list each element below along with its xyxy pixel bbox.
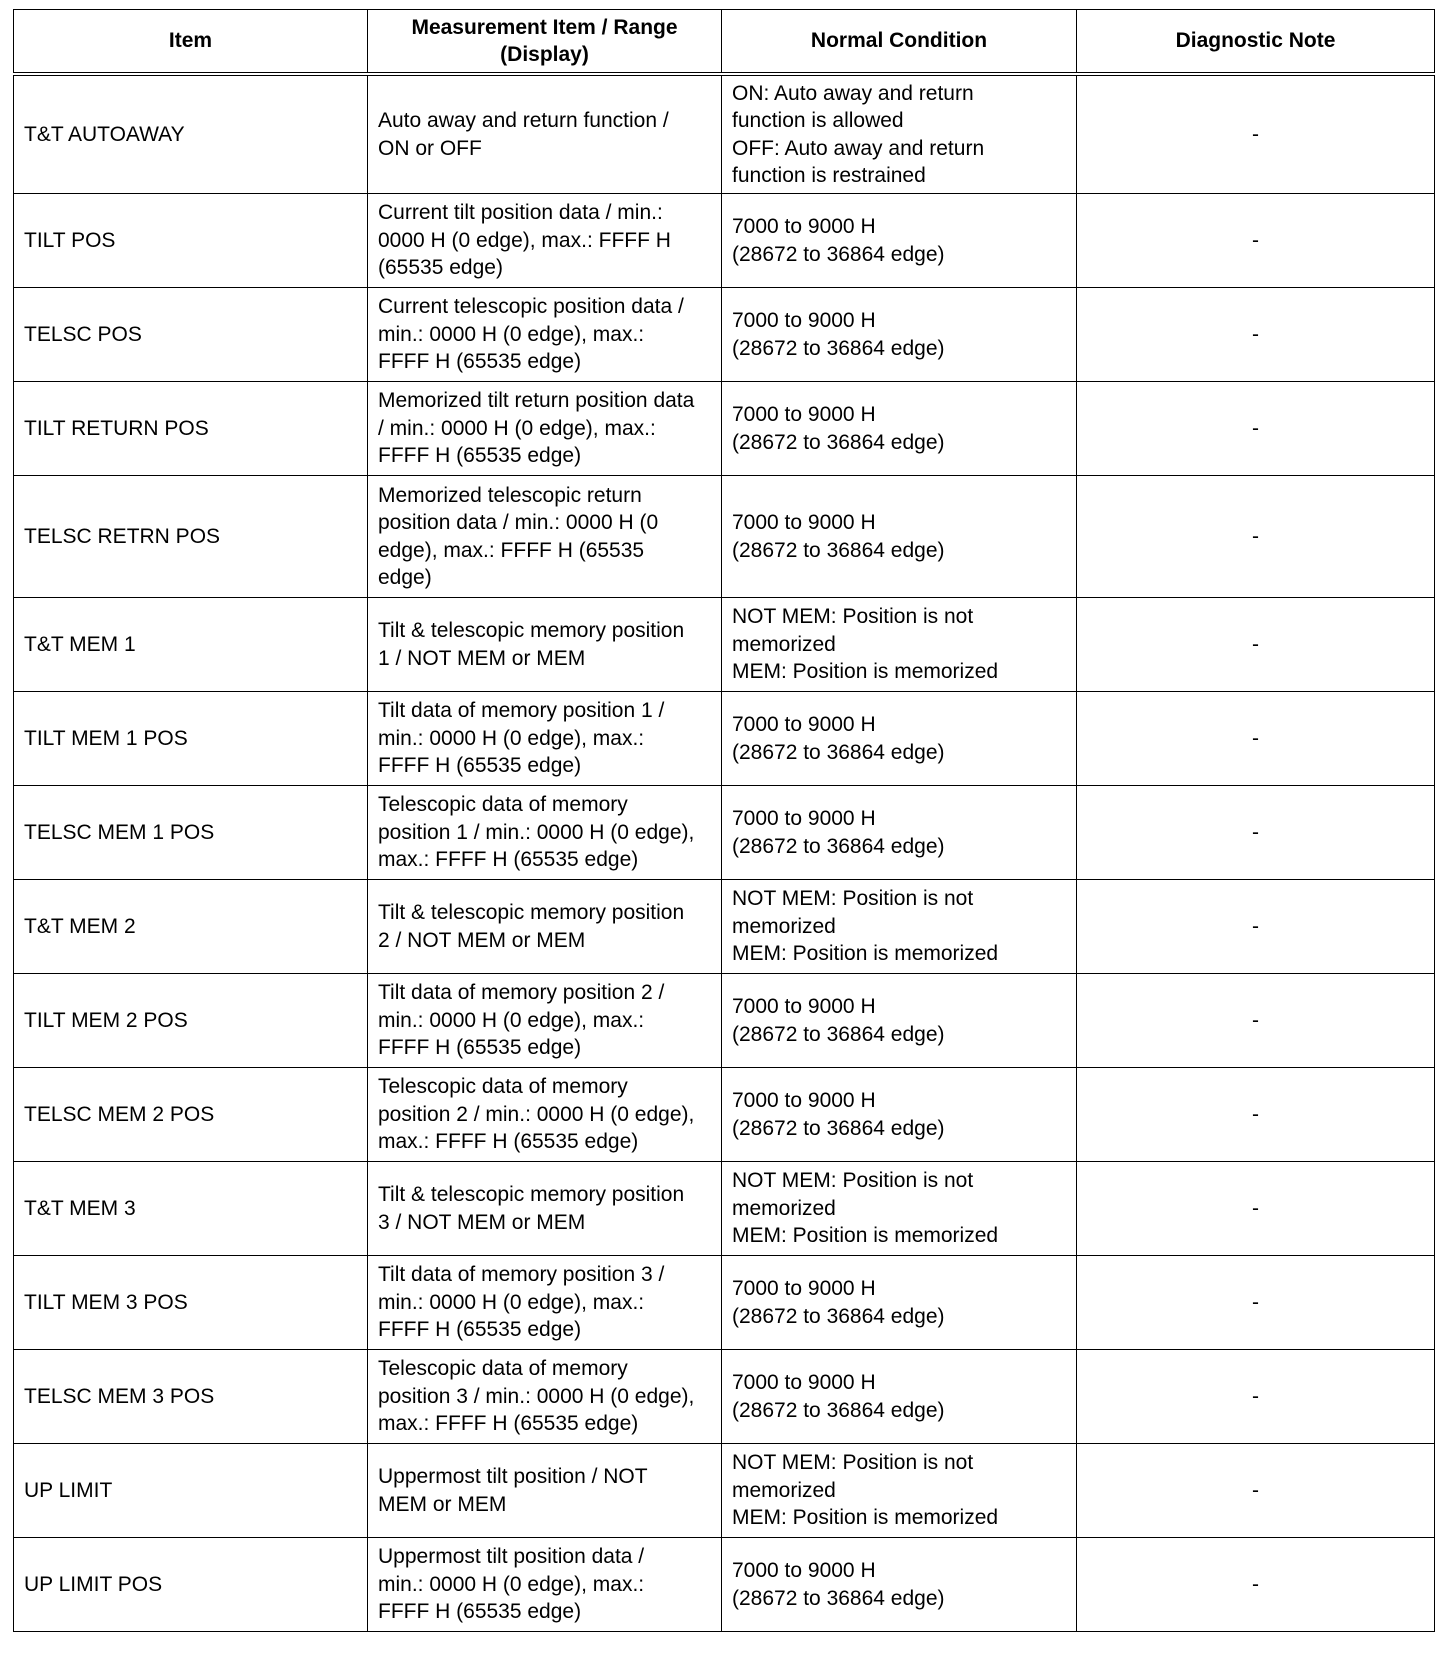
table-row bbox=[14, 1068, 1435, 1162]
item-cell-text: TELSC MEM 2 POS bbox=[24, 1102, 215, 1126]
diagnostic-note-cell-text: - bbox=[1252, 1196, 1259, 1220]
diagnostic-note-cell-text: - bbox=[1252, 1572, 1259, 1596]
normal-condition-cell bbox=[722, 1068, 1077, 1162]
diagnostic-data-table bbox=[13, 9, 1435, 1632]
diagnostic-note-cell bbox=[1077, 598, 1435, 692]
item-cell-text: TILT RETURN POS bbox=[24, 416, 209, 440]
item-cell bbox=[14, 382, 368, 476]
diagnostic-note-cell bbox=[1077, 692, 1435, 786]
diagnostic-note-cell-text: - bbox=[1252, 1290, 1259, 1314]
diagnostic-note-cell bbox=[1077, 382, 1435, 476]
normal-condition-cell bbox=[722, 476, 1077, 598]
item-cell bbox=[14, 1068, 368, 1162]
measurement-cell-text: Current tilt position data / min.: 0000 H (0 edge), max.: FFFF H (65535 edge) bbox=[378, 201, 671, 280]
item-cell bbox=[14, 1350, 368, 1444]
normal-condition-cell-text: 7000 to 9000 H (28672 to 36864 edge) bbox=[732, 1089, 945, 1140]
table-row bbox=[14, 692, 1435, 786]
normal-condition-cell-text: ON: Auto away and return function is allowed OFF: Auto away and return function is restrained bbox=[732, 81, 985, 187]
header-diagnostic-note-label: Diagnostic Note bbox=[1175, 29, 1336, 53]
diagnostic-note-cell-text: - bbox=[1252, 914, 1259, 938]
item-cell bbox=[14, 194, 368, 288]
normal-condition-cell-text: 7000 to 9000 H (28672 to 36864 edge) bbox=[732, 1371, 945, 1422]
normal-condition-cell-text: 7000 to 9000 H (28672 to 36864 edge) bbox=[732, 309, 945, 360]
normal-condition-cell bbox=[722, 1538, 1077, 1632]
normal-condition-cell-text: 7000 to 9000 H (28672 to 36864 edge) bbox=[732, 995, 945, 1046]
normal-condition-cell bbox=[722, 692, 1077, 786]
measurement-cell-text: Tilt data of memory position 3 / min.: 0000 H (0 edge), max.: FFFF H (65535 edge) bbox=[378, 1263, 665, 1342]
table-row bbox=[14, 1256, 1435, 1350]
measurement-cell-text: Uppermost tilt position data / min.: 0000 H (0 edge), max.: FFFF H (65535 edge) bbox=[378, 1545, 645, 1624]
normal-condition-cell-text: 7000 to 9000 H (28672 to 36864 edge) bbox=[732, 403, 945, 454]
diagnostic-note-cell-text: - bbox=[1252, 726, 1259, 750]
measurement-cell bbox=[368, 786, 722, 880]
item-cell-text: UP LIMIT bbox=[24, 1478, 113, 1502]
diagnostic-note-cell bbox=[1077, 288, 1435, 382]
normal-condition-cell-text: NOT MEM: Position is not memorized MEM: Position is memorized bbox=[732, 1169, 999, 1248]
table-row bbox=[14, 194, 1435, 288]
measurement-cell bbox=[368, 1256, 722, 1350]
measurement-cell bbox=[368, 382, 722, 476]
table-row bbox=[14, 382, 1435, 476]
item-cell-text: TILT MEM 1 POS bbox=[24, 726, 188, 750]
diagnostic-note-cell bbox=[1077, 1068, 1435, 1162]
header-normal-condition-label: Normal Condition bbox=[810, 29, 988, 53]
diagnostic-note-cell bbox=[1077, 194, 1435, 288]
item-cell-text: UP LIMIT POS bbox=[24, 1572, 163, 1596]
table-row bbox=[14, 1538, 1435, 1632]
table-row bbox=[14, 1162, 1435, 1256]
diagnostic-note-cell bbox=[1077, 974, 1435, 1068]
table-row bbox=[14, 598, 1435, 692]
measurement-cell-text: Telescopic data of memory position 3 / min.: 0000 H (0 edge), max.: FFFF H (65535 edge) bbox=[378, 1357, 695, 1436]
diagnostic-note-cell bbox=[1077, 1350, 1435, 1444]
measurement-cell-text: Tilt & telescopic memory position 3 / NOT MEM or MEM bbox=[378, 1183, 685, 1234]
header-item-label: Item bbox=[168, 29, 213, 53]
measurement-cell bbox=[368, 598, 722, 692]
normal-condition-cell-text: 7000 to 9000 H (28672 to 36864 edge) bbox=[732, 215, 945, 266]
normal-condition-cell bbox=[722, 382, 1077, 476]
diagnostic-note-cell-text: - bbox=[1252, 228, 1259, 252]
diagnostic-note-cell bbox=[1077, 786, 1435, 880]
item-cell-text: TILT MEM 3 POS bbox=[24, 1290, 188, 1314]
item-cell bbox=[14, 786, 368, 880]
normal-condition-cell bbox=[722, 880, 1077, 974]
diagnostic-note-cell-text: - bbox=[1252, 524, 1259, 548]
measurement-cell-text: Current telescopic position data / min.: 0000 H (0 edge), max.: FFFF H (65535 edge) bbox=[378, 295, 684, 374]
diagnostic-note-cell bbox=[1077, 880, 1435, 974]
item-cell bbox=[14, 1444, 368, 1538]
measurement-cell bbox=[368, 974, 722, 1068]
normal-condition-cell-text: 7000 to 9000 H (28672 to 36864 edge) bbox=[732, 807, 945, 858]
diagnostic-note-cell bbox=[1077, 1162, 1435, 1256]
item-cell bbox=[14, 1256, 368, 1350]
item-cell bbox=[14, 974, 368, 1068]
diagnostic-note-cell-text: - bbox=[1252, 322, 1259, 346]
item-cell-text: TELSC POS bbox=[24, 322, 142, 346]
item-cell bbox=[14, 1538, 368, 1632]
diagnostic-note-cell-text: - bbox=[1252, 1102, 1259, 1126]
table-row bbox=[14, 786, 1435, 880]
table-row bbox=[14, 1444, 1435, 1538]
measurement-cell bbox=[368, 194, 722, 288]
item-cell bbox=[14, 880, 368, 974]
normal-condition-cell bbox=[722, 74, 1077, 194]
item-cell-text: TELSC MEM 3 POS bbox=[24, 1384, 215, 1408]
normal-condition-cell bbox=[722, 598, 1077, 692]
measurement-cell-text: Auto away and return function / ON or OFF bbox=[378, 109, 669, 160]
measurement-cell-text: Telescopic data of memory position 1 / min.: 0000 H (0 edge), max.: FFFF H (65535 edge) bbox=[378, 793, 695, 872]
diagnostic-note-cell-text: - bbox=[1252, 122, 1259, 146]
diagnostic-note-cell-text: - bbox=[1252, 1384, 1259, 1408]
item-cell bbox=[14, 288, 368, 382]
measurement-cell-text: Memorized tilt return position data / min.: 0000 H (0 edge), max.: FFFF H (65535 edge) bbox=[378, 389, 695, 468]
header-normal-condition bbox=[722, 10, 1077, 75]
normal-condition-cell-text: 7000 to 9000 H (28672 to 36864 edge) bbox=[732, 511, 945, 562]
normal-condition-cell-text: 7000 to 9000 H (28672 to 36864 edge) bbox=[732, 713, 945, 764]
header-measurement-label: Measurement Item / Range (Display) bbox=[411, 15, 678, 66]
measurement-cell bbox=[368, 476, 722, 598]
item-cell bbox=[14, 598, 368, 692]
diagnostic-note-cell-text: - bbox=[1252, 1008, 1259, 1032]
measurement-cell bbox=[368, 692, 722, 786]
diagnostic-note-cell-text: - bbox=[1252, 416, 1259, 440]
table-body bbox=[14, 74, 1435, 1632]
diagnostic-note-cell bbox=[1077, 1538, 1435, 1632]
item-cell-text: TELSC RETRN POS bbox=[24, 524, 221, 548]
item-cell-text: TILT MEM 2 POS bbox=[24, 1008, 188, 1032]
item-cell bbox=[14, 74, 368, 194]
normal-condition-cell-text: NOT MEM: Position is not memorized MEM: Position is memorized bbox=[732, 605, 999, 684]
table-row bbox=[14, 476, 1435, 598]
table-row bbox=[14, 880, 1435, 974]
table-row bbox=[14, 288, 1435, 382]
table-row bbox=[14, 74, 1435, 194]
normal-condition-cell bbox=[722, 1444, 1077, 1538]
header-diagnostic-note bbox=[1077, 10, 1435, 75]
normal-condition-cell bbox=[722, 786, 1077, 880]
measurement-cell-text: Tilt data of memory position 2 / min.: 0000 H (0 edge), max.: FFFF H (65535 edge) bbox=[378, 981, 665, 1060]
table-row bbox=[14, 974, 1435, 1068]
item-cell bbox=[14, 476, 368, 598]
normal-condition-cell-text: 7000 to 9000 H (28672 to 36864 edge) bbox=[732, 1559, 945, 1610]
item-cell-text: T&T MEM 2 bbox=[24, 914, 136, 938]
measurement-cell bbox=[368, 1350, 722, 1444]
diagnostic-note-cell-text: - bbox=[1252, 1478, 1259, 1502]
item-cell-text: T&T MEM 1 bbox=[24, 632, 136, 656]
diagnostic-note-cell-text: - bbox=[1252, 820, 1259, 844]
measurement-cell-text: Memorized telescopic return position data / min.: 0000 H (0 edge), max.: FFFF H (65535 edge) bbox=[378, 483, 659, 589]
measurement-cell bbox=[368, 1162, 722, 1256]
normal-condition-cell bbox=[722, 974, 1077, 1068]
item-cell bbox=[14, 1162, 368, 1256]
item-cell-text: T&T MEM 3 bbox=[24, 1196, 136, 1220]
measurement-cell-text: Uppermost tilt position / NOT MEM or MEM bbox=[378, 1465, 648, 1516]
measurement-cell bbox=[368, 880, 722, 974]
measurement-cell bbox=[368, 1068, 722, 1162]
measurement-cell-text: Tilt & telescopic memory position 1 / NOT MEM or MEM bbox=[378, 619, 685, 670]
diagnostic-note-cell bbox=[1077, 74, 1435, 194]
item-cell-text: TELSC MEM 1 POS bbox=[24, 820, 215, 844]
normal-condition-cell-text: NOT MEM: Position is not memorized MEM: Position is memorized bbox=[732, 887, 999, 966]
normal-condition-cell-text: NOT MEM: Position is not memorized MEM: Position is memorized bbox=[732, 1451, 999, 1530]
normal-condition-cell bbox=[722, 194, 1077, 288]
diagnostic-note-cell-text: - bbox=[1252, 632, 1259, 656]
normal-condition-cell bbox=[722, 1256, 1077, 1350]
normal-condition-cell bbox=[722, 1350, 1077, 1444]
diagnostic-note-cell bbox=[1077, 1444, 1435, 1538]
table-header bbox=[14, 10, 1435, 75]
measurement-cell bbox=[368, 1444, 722, 1538]
item-cell bbox=[14, 692, 368, 786]
measurement-cell-text: Telescopic data of memory position 2 / min.: 0000 H (0 edge), max.: FFFF H (65535 edge) bbox=[378, 1075, 695, 1154]
normal-condition-cell bbox=[722, 1162, 1077, 1256]
diagnostic-note-cell bbox=[1077, 476, 1435, 598]
table-row bbox=[14, 1350, 1435, 1444]
measurement-cell bbox=[368, 74, 722, 194]
header-row bbox=[14, 10, 1435, 75]
normal-condition-cell bbox=[722, 288, 1077, 382]
item-cell-text: TILT POS bbox=[24, 228, 116, 252]
measurement-cell-text: Tilt data of memory position 1 / min.: 0000 H (0 edge), max.: FFFF H (65535 edge) bbox=[378, 699, 665, 778]
item-cell-text: T&T AUTOAWAY bbox=[24, 122, 185, 146]
measurement-cell-text: Tilt & telescopic memory position 2 / NOT MEM or MEM bbox=[378, 901, 685, 952]
measurement-cell bbox=[368, 288, 722, 382]
diagnostic-note-cell bbox=[1077, 1256, 1435, 1350]
measurement-cell bbox=[368, 1538, 722, 1632]
header-measurement bbox=[368, 10, 722, 75]
normal-condition-cell-text: 7000 to 9000 H (28672 to 36864 edge) bbox=[732, 1277, 945, 1328]
header-item bbox=[14, 10, 368, 75]
